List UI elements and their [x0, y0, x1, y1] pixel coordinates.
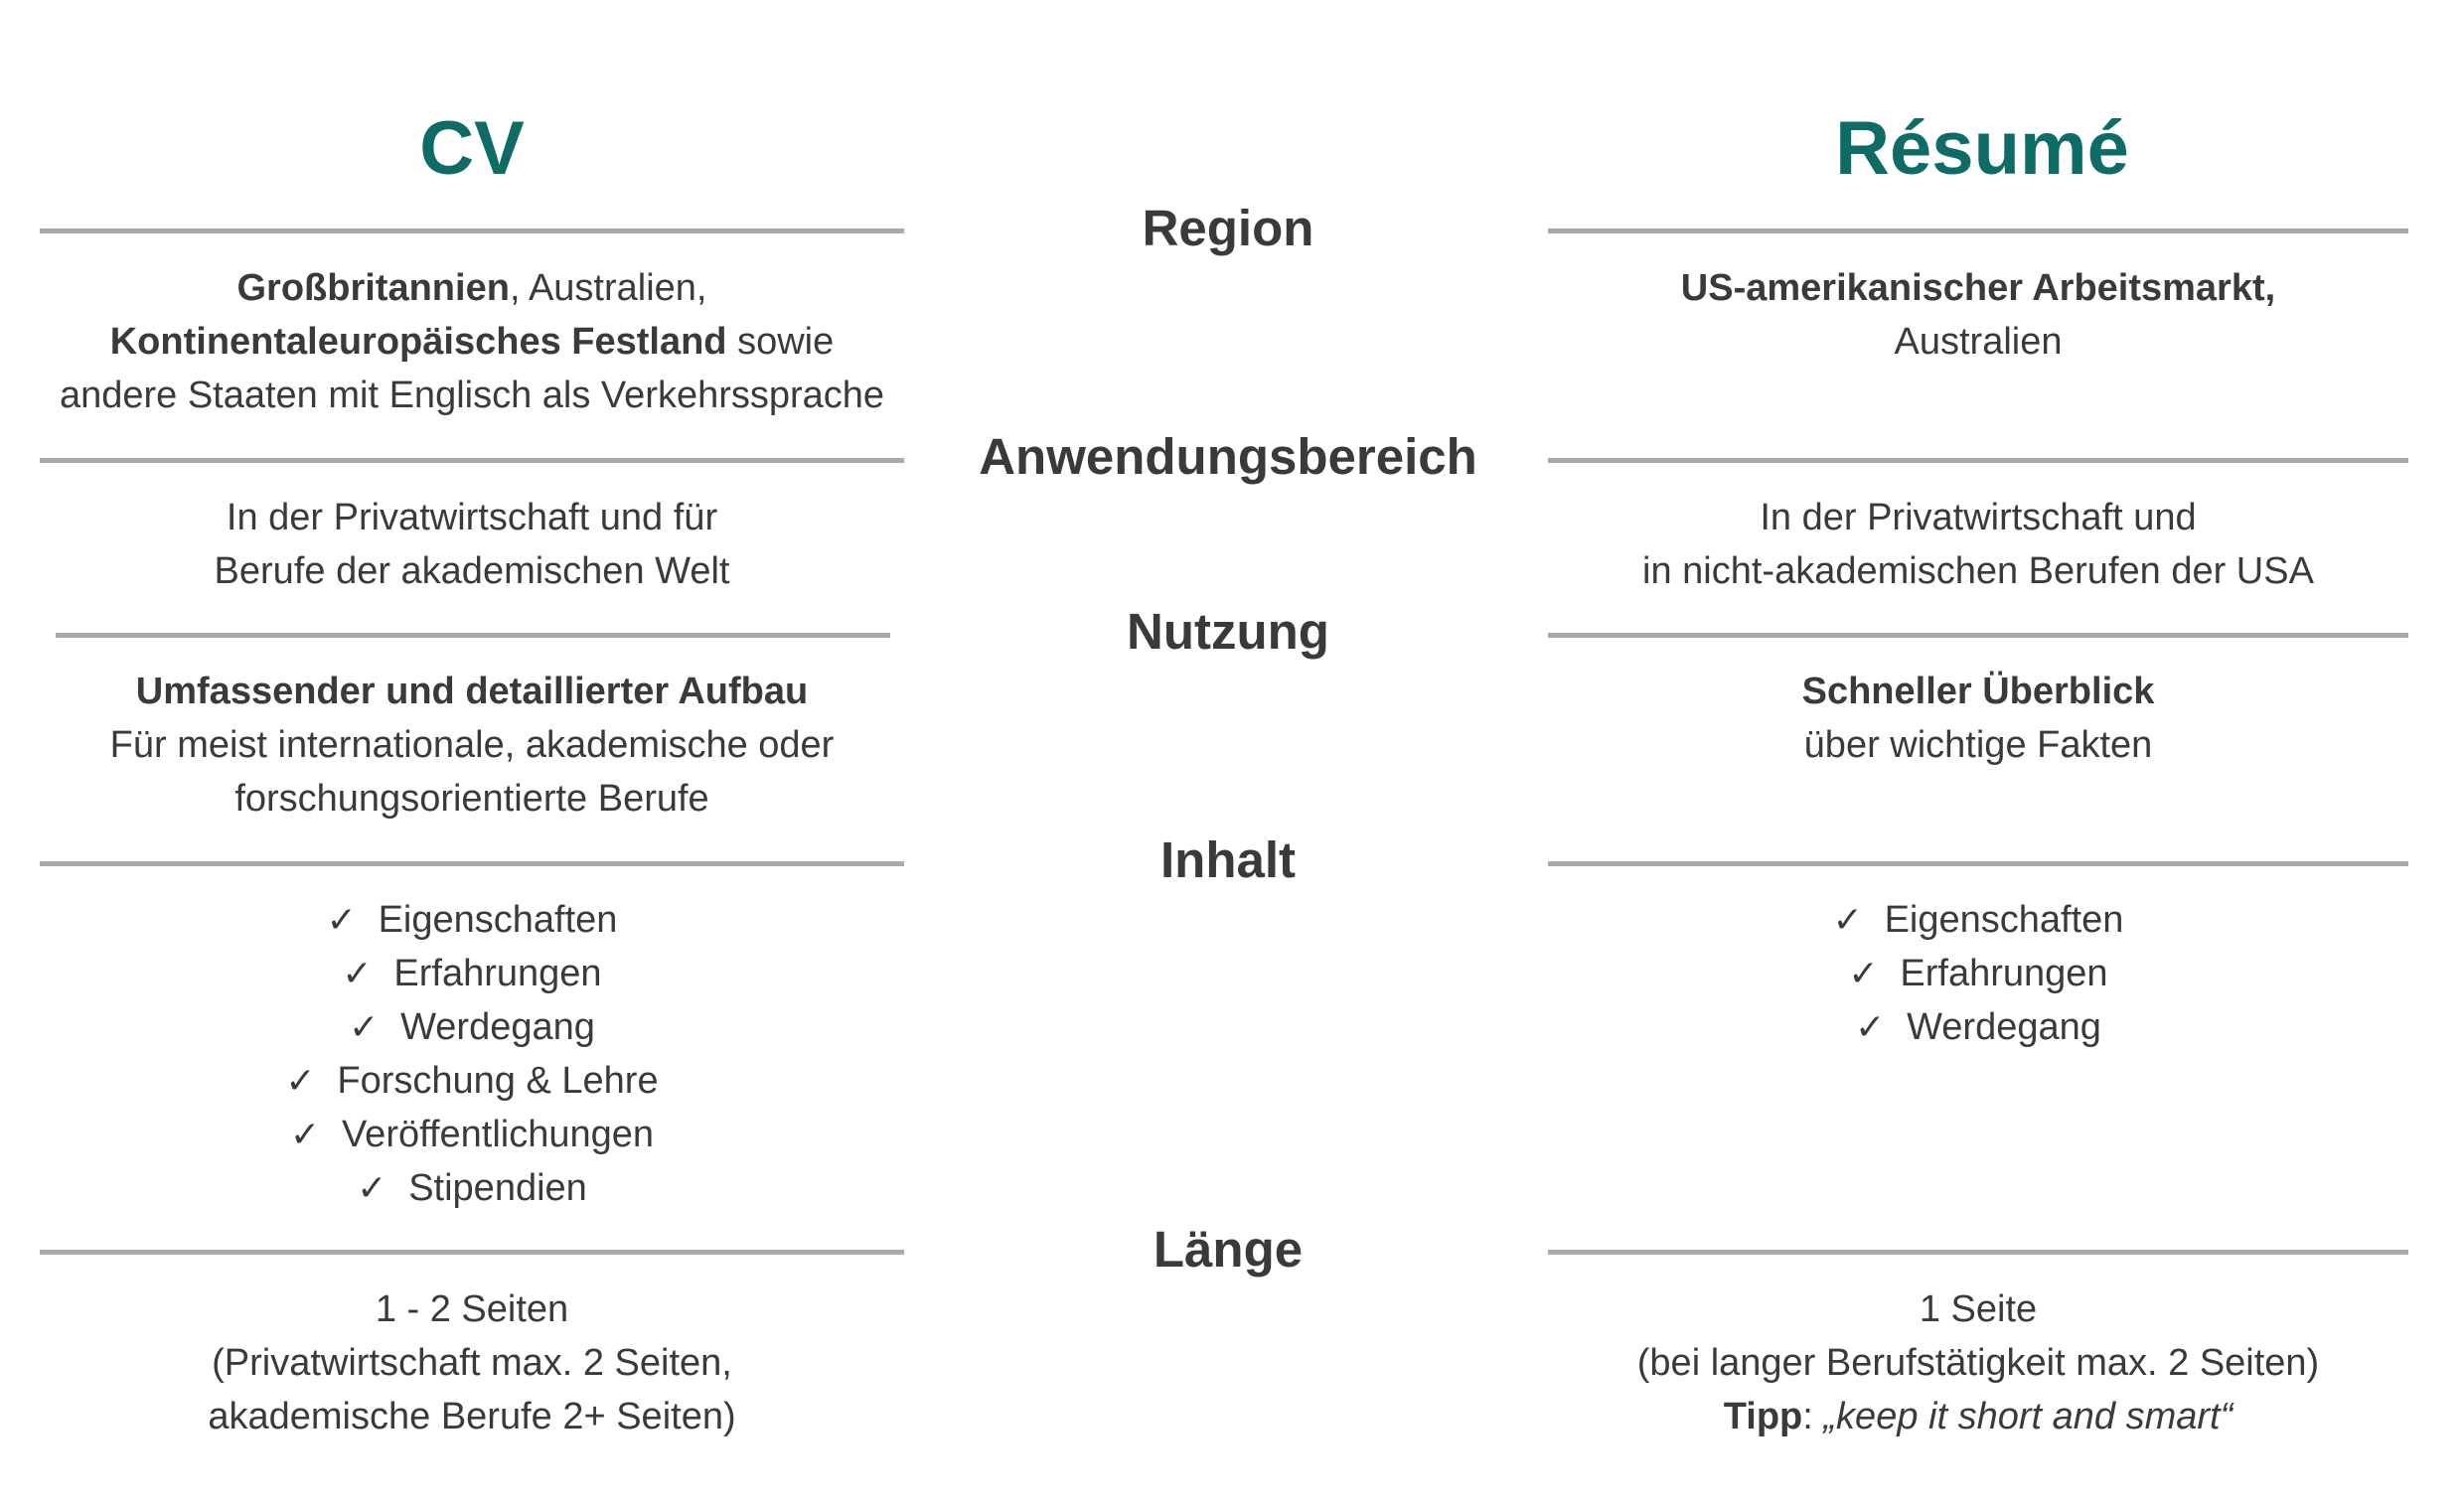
- cv-content-item: [40, 1108, 904, 1161]
- divider-inhalt-right: [1548, 861, 2408, 866]
- resume-content-item-label: Eigenschaften: [1884, 899, 2124, 941]
- nutzung-cv-bold1: Umfassender und detaillierter Aufbau: [135, 671, 809, 712]
- cv-content-item-label: Werdegang: [400, 1006, 595, 1048]
- region-cv-text2: sowie: [726, 321, 835, 363]
- divider-laenge-left: [40, 1250, 904, 1255]
- anwendung-resume-line2: in nicht-akademischen Berufen der USA: [1642, 550, 2314, 592]
- laenge-cv-line2: (Privatwirtschaft max. 2 Seiten,: [212, 1342, 732, 1384]
- anwendung-resume-line1: In der Privatwirtschaft und: [1760, 497, 2197, 538]
- label-anwendungsbereich: Anwendungsbereich: [979, 428, 1477, 485]
- nutzung-resume-text: [1548, 665, 2408, 772]
- laenge-cv-line1: 1 - 2 Seiten: [375, 1288, 569, 1330]
- checkmark-icon: ✓: [357, 1167, 387, 1208]
- laenge-resume-tipp: [1548, 1390, 2408, 1443]
- anwendung-cv-line2: Berufe der akademischen Welt: [214, 550, 730, 592]
- resume-content-item: [1548, 1000, 2408, 1054]
- cv-content-item: [40, 1161, 904, 1215]
- anwendung-cv-text: [40, 491, 904, 598]
- region-cv-text1: , Australien,: [509, 267, 707, 309]
- cv-content-item: [40, 893, 904, 947]
- inhalt-cv-checklist: [40, 893, 904, 1215]
- cv-content-item-label: Eigenschaften: [378, 899, 618, 941]
- region-resume-bold1: US-amerikanischer Arbeitsmarkt,: [1680, 267, 2276, 309]
- nutzung-cv-text: [40, 665, 904, 826]
- region-resume-text: [1548, 261, 2408, 369]
- checkmark-icon: ✓: [1855, 1006, 1886, 1047]
- cv-content-item: [40, 1054, 904, 1108]
- resume-content-item-label: Erfahrungen: [1900, 953, 2108, 994]
- divider-region-right: [1548, 228, 2408, 233]
- resume-title: Résumé: [1835, 106, 2129, 191]
- laenge-resume-line2: (bei langer Berufstätigkeit max. 2 Seiten): [1636, 1342, 2320, 1384]
- cv-content-item-label: Erfahrungen: [393, 953, 602, 994]
- cv-content-item-label: Veröffentlichungen: [341, 1114, 655, 1155]
- checkmark-icon: ✓: [289, 1114, 321, 1154]
- region-resume-text1: Australien: [1894, 321, 2063, 363]
- nutzung-cv-line3: forschungsorientierte Berufe: [234, 778, 709, 820]
- anwendung-cv-line1: In der Privatwirtschaft und für: [226, 497, 718, 538]
- divider-region-left: [40, 228, 904, 233]
- checkmark-icon: ✓: [1848, 953, 1879, 993]
- label-nutzung: Nutzung: [1127, 603, 1329, 660]
- laenge-resume-line1: 1 Seite: [1919, 1288, 2038, 1330]
- tipp-quote: „keep it short and smart“: [1823, 1396, 2233, 1437]
- laenge-cv-text: [40, 1282, 904, 1443]
- tipp-separator: :: [1802, 1396, 1824, 1437]
- laenge-resume-text: [1548, 1282, 2408, 1443]
- divider-nutzung-right: [1548, 633, 2408, 638]
- nutzung-cv-line2: Für meist internationale, akademische oder: [109, 724, 835, 766]
- resume-content-item: [1548, 947, 2408, 1000]
- region-cv-bold2: Kontinentaleuropäisches Festland: [109, 321, 727, 363]
- resume-content-item-label: Werdegang: [1907, 1006, 2101, 1048]
- inhalt-resume-checklist: [1548, 893, 2408, 1054]
- checkmark-icon: ✓: [326, 899, 357, 940]
- cv-title: CV: [419, 106, 525, 191]
- label-laenge: Länge: [1153, 1221, 1304, 1278]
- resume-content-item: [1548, 893, 2408, 947]
- cv-content-item-label: Forschung & Lehre: [337, 1060, 659, 1102]
- nutzung-resume-bold1: Schneller Überblick: [1801, 671, 2155, 712]
- checkmark-icon: ✓: [349, 1006, 380, 1047]
- laenge-cv-line3: akademische Berufe 2+ Seiten): [208, 1396, 736, 1437]
- checkmark-icon: ✓: [285, 1060, 316, 1101]
- divider-anwendung-left: [40, 458, 904, 463]
- checkmark-icon: ✓: [342, 953, 373, 993]
- region-cv-text3: andere Staaten mit Englisch als Verkehrssprache: [59, 375, 885, 416]
- divider-nutzung-left: [56, 633, 890, 638]
- nutzung-resume-line2: über wichtige Fakten: [1803, 724, 2153, 766]
- anwendung-resume-text: [1548, 491, 2408, 598]
- tipp-label: Tipp: [1723, 1396, 1803, 1437]
- region-cv-bold1: Großbritannien: [236, 267, 510, 309]
- divider-inhalt-left: [40, 861, 904, 866]
- cv-content-item-label: Stipendien: [408, 1167, 587, 1209]
- divider-laenge-right: [1548, 1250, 2408, 1255]
- divider-anwendung-right: [1548, 458, 2408, 463]
- checkmark-icon: ✓: [1832, 899, 1863, 940]
- region-cv-text: [40, 261, 904, 422]
- label-region: Region: [1142, 200, 1314, 256]
- label-inhalt: Inhalt: [1160, 831, 1296, 888]
- cv-content-item: [40, 1000, 904, 1054]
- cv-content-item: [40, 947, 904, 1000]
